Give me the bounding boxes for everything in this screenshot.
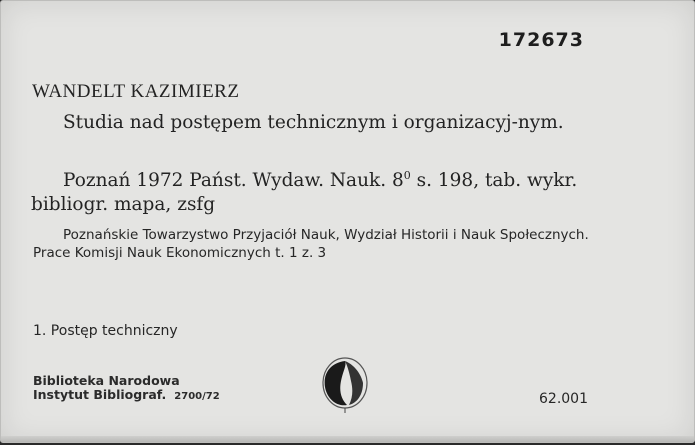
library-institute-name: Instytut Bibliograf.: [33, 387, 167, 402]
series-note: Poznańskie Towarzystwo Przyjaciół Nauk, Wydział Historii i Nauk Społecznych. Prace Komisji Nauk Ekonomicznych t. 1 z. 3: [33, 227, 589, 261]
library-name: Biblioteka Narodowa: [33, 373, 180, 388]
imprint-text-rest: s. 198, tab. wykr. bibliogr. mapa, zsfg: [31, 170, 578, 215]
imprint-format-superscript: 0: [403, 169, 411, 182]
subject-heading: 1. Postęp techniczny: [33, 323, 178, 339]
book-title: Studia nad postępem technicznym i organizacyj-nym.: [63, 112, 564, 133]
imprint-text: Poznań 1972 Państ. Wydaw. Nauk. 8: [63, 170, 404, 191]
imprint: [31, 164, 596, 217]
author-heading: WANDELT KAZIMIERZ: [32, 81, 240, 102]
stamp-number: 62.001: [539, 391, 588, 407]
library-code: 2700/72: [174, 391, 220, 402]
library-seal-icon: [319, 355, 371, 413]
catalog-number: 172673: [498, 29, 584, 51]
library-institute: [33, 388, 220, 404]
library-imprint: [33, 374, 220, 404]
